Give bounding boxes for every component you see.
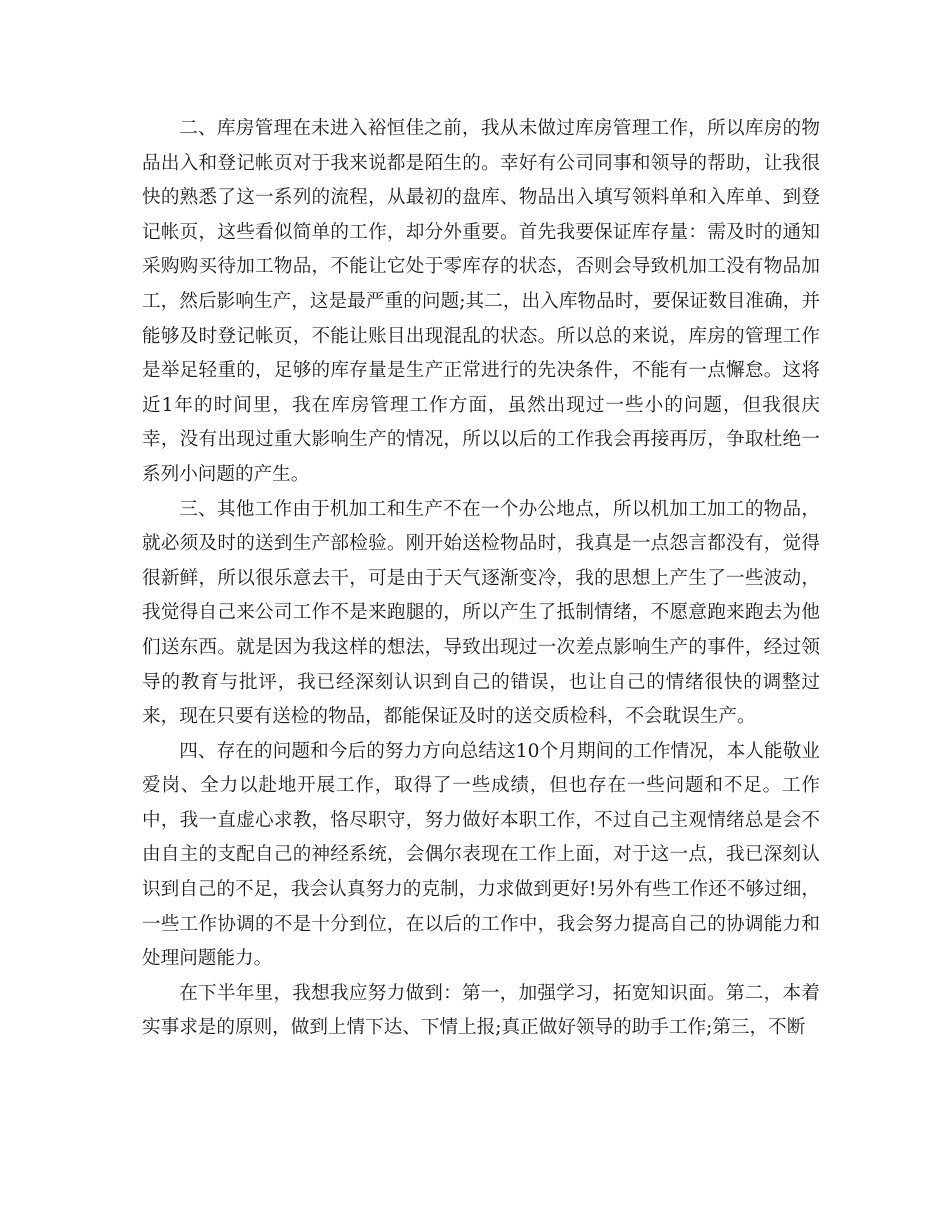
paragraph-warehouse-management: 二、库房管理在未进入裕恒佳之前，我从未做过库房管理工作，所以库房的物品出入和登记帐页对于我来说都是陌生的。幸好有公司同事和领导的帮助，让我很快的熟悉了这一系列的流程，从最初的盘库、物品出入填写领料单和入库单、到登记帐页，这些看似简单的工作，却分外重要。首先我要保证库存量：需及时的通知采购购买待加工物品，不能让它处于零库存的状态，否则会导致机加工没有物品加工，然后影响生产，这是最严重的问题;其二，出入库物品时，要保证数目准确，并能够及时登记帐页，不能让账目出现混乱的状态。所以总的来说，库房的管理工作是举足轻重的，足够的库存量是生产正常进行的先决条件，不能有一点懈怠。这将近1年的时间里，我在库房管理工作方面，虽然出现过一些小的问题，但我很庆幸，没有出现过重大影响生产的情况，所以以后的工作我会再接再厉，争取杜绝一系列小问题的产生。 xyxy=(142,118,820,485)
document-body xyxy=(142,112,820,1046)
paragraph-other-work: 三、其他工作由于机加工和生产不在一个办公地点，所以机加工加工的物品，就必须及时的送到生产部检验。刚开始送检物品时，我真是一点怨言都没有，觉得很新鲜，所以很乐意去干，可是由于天气逐渐变冷，我的思想上产生了一些波动，我觉得自己来公司工作不是来跑腿的，所以产生了抵制情绪，不愿意跑来跑去为他们送东西。就是因为我这样的想法，导致出现过一次差点影响生产的事件，经过领导的教育与批评，我已经深刻认识到自己的错误，也让自己的情绪很快的调整过来，现在只要有送检的物品，都能保证及时的送交质检科，不会耽误生产。 xyxy=(142,498,820,728)
paragraph-problems-and-direction: 四、存在的问题和今后的努力方向总结这10个月期间的工作情况，本人能敬业爱岗、全力以赴地开展工作，取得了一些成绩，但也存在一些问题和不足。工作中，我一直虚心求教，恪尽职守，努力做好本职工作，不过自己主观情绪总是会不由自主的支配自己的神经系统，会偶尔表现在工作上面，对于这一点，我已深刻认识到自己的不足，我会认真努力的克制，力求做到更好!另外有些工作还不够过细，一些工作协调的不是十分到位，在以后的工作中，我会努力提高自己的协调能力和处理问题能力。 xyxy=(142,740,820,970)
paragraph-second-half-plan: 在下半年里，我想我应努力做到：第一，加强学习，拓宽知识面。第二，本着实事求是的原则，做到上情下达、下情上报;真正做好领导的助手工作;第三，不断 xyxy=(142,982,820,1039)
